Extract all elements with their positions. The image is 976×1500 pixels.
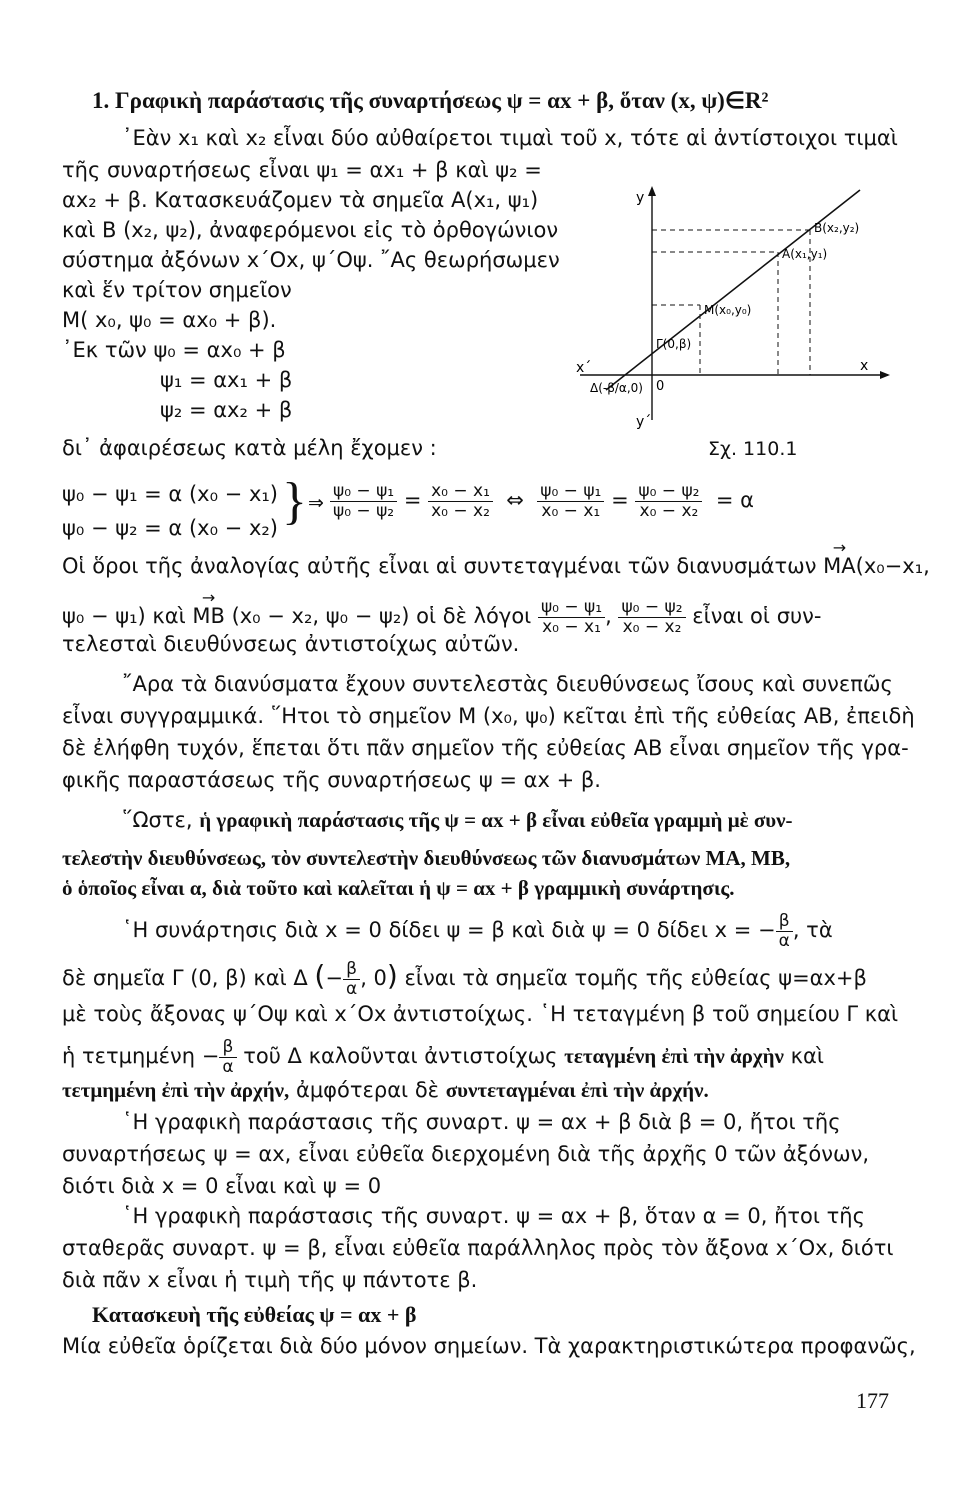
right-brace: } <box>282 473 307 530</box>
beta-over-alpha-1: $\frac{\beta}{\alpha}$ <box>776 912 793 950</box>
equation-1: ψ₀ − ψ₁ = α (x₀ − x₁) <box>62 482 278 506</box>
implies-symbol: ⇒ <box>308 492 324 514</box>
intro-line-1: ᾿Εὰν x₁ καὶ x₂ εἶναι δύο αὐθαίρετοι τιμαὶ τοῦ x, τότε αἱ ἀντίστοιχοι τιμαὶ <box>122 126 898 150</box>
para4-line4: ἡ τετμημένη − $\frac{\beta}{\alpha}$ τοῦ Δ καλοῦνται ἀντιστοίχως τεταγμένη ἐπὶ τὴν ἀρχὴν καὶ <box>62 1037 824 1077</box>
fraction-2: $\frac{\text{x₀ − x₁}}{\text{x₀ − x₂}}$ <box>428 482 493 520</box>
para2-line4: φικῆς παραστάσεως τῆς συναρτήσεως ψ = αx + β. <box>62 768 601 792</box>
para3-line1: ῞Ωστε, ἡ γραφικὴ παράστασις τῆς ψ = αx + β εἶναι εὐθεῖα γραμμὴ μὲ συν- <box>122 808 793 832</box>
intro-line-10: ψ₂ = αx₂ + β <box>160 398 293 422</box>
ratio-fraction-1: $\frac{\text{ψ₀ − ψ₁}}{\text{x₀ − x₁}}$ <box>538 598 605 636</box>
intro-line-4: καὶ Β (x₂, ψ₂), ἀναφερόμενοι εἰς τὸ ὀρθογώνιον <box>62 218 559 242</box>
para5-line1: ῾Η γραφικὴ παράστασις τῆς συναρτ. ψ = αx + β διὰ β = 0, ἤτοι τῆς <box>122 1110 841 1134</box>
fig-label-origin: 0 <box>656 379 665 394</box>
para2-line3: δὲ ἐλήφθη τυχόν, ἕπεται ὅτι πᾶν σημεῖον τῆς εὐθείας ΑΒ εἶναι σημεῖον τῆς γρα- <box>62 736 909 760</box>
para5-line2: συναρτήσεως ψ = αx, εἶναι εὐθεῖα διερχομένη διὰ τῆς ἀρχῆς 0 τῶν ἀξόνων, <box>62 1142 869 1166</box>
intro-line-3: αx₂ + β. Κατασκευάζομεν τὰ σημεῖα Α(x₁, ψ₁) <box>62 188 539 212</box>
para1-line2: ψ₀ − ψ₁) καὶ → MB (x₀ − x₂, ψ₀ − ψ₂) οἱ δὲ λόγοι $\frac{\text{ψ₀ − ψ₁}}{\text{x₀ − x₁}}$ , $\frac{\text{ψ₀ − ψ₂}}{\text{x₀ − x₂}}$ εἶναι οἱ συν- <box>62 598 821 636</box>
para4-line3: μὲ τοὺς ἄξονας ψ΄Oψ καὶ x΄Ox ἀντιστοίχως. ῾Η τεταγμένη β τοῦ σημείου Γ καὶ <box>62 1002 899 1026</box>
equals-2: = <box>611 488 629 513</box>
para4-line2: δὲ σημεῖα Γ (0, β) καὶ Δ (− $\frac{\beta}{\alpha}$ , 0) εἶναι τὰ σημεῖα τομῆς τῆς εὐθείας ψ=αx+β <box>62 959 867 999</box>
intro-line-5: σύστημα ἀξόνων x΄Ox, ψ΄Oψ. ῎Ας θεωρήσωμεν <box>62 248 560 272</box>
para1-line1: Οἱ ὅροι τῆς ἀναλογίας αὐτῆς εἶναι αἱ συντεταγμέναι τῶν διανυσμάτων → MA(x₀−x₁, <box>62 556 930 577</box>
fig-label-y: y <box>636 190 645 206</box>
para6-line3: διὰ πᾶν x εἶναι ἡ τιμὴ τῆς ψ πάντοτε β. <box>62 1268 478 1292</box>
beta-over-alpha-3: $\frac{\beta}{\alpha}$ <box>219 1038 236 1076</box>
fig-label-A: A(x₁,y₁) <box>782 247 828 261</box>
fig-label-x-prime: x΄ <box>576 360 592 376</box>
fig-label-y-prime: y΄ <box>636 414 652 430</box>
section-heading: 1. Γραφικὴ παράστασις τῆς συναρτήσεως ψ = αx + β, ὅταν (x, ψ)∈R² <box>92 88 769 113</box>
fig-label-M: M(x₀,y₀) <box>704 303 752 317</box>
beta-over-alpha-2: $\frac{\beta}{\alpha}$ <box>343 960 360 998</box>
para3-line3: ὁ ὁποῖος εἶναι α, διὰ τοῦτο καὶ καλεῖται ἡ ψ = αx + β γραμμικὴ συνάρτησις. <box>62 876 735 900</box>
fig-label-x: x <box>860 358 869 374</box>
para6-line2: σταθερᾶς συναρτ. ψ = β, εἶναι εὐθεῖα παράλληλος πρὸς τὸν ἄξονα x΄Ox, διότι <box>62 1236 894 1260</box>
vector-MB: → MB <box>192 606 225 627</box>
fraction-3: $\frac{\text{ψ₀ − ψ₁}}{\text{x₀ − x₁}}$ <box>537 482 604 520</box>
vectors-MA-MB: MA, MB, <box>705 846 791 870</box>
equation-2: ψ₀ − ψ₂ = α (x₀ − x₂) <box>62 516 278 540</box>
ratio-fraction-2: $\frac{\text{ψ₀ − ψ₂}}{\text{x₀ − x₂}}$ <box>618 598 685 636</box>
iff-symbol: ⇔ <box>506 488 524 513</box>
para4-line5: τετμημένη ἐπὶ τὴν ἀρχήν, ἀμφότεραι δὲ συντεταγμέναι ἐπὶ τὴν ἀρχήν. <box>62 1078 709 1102</box>
para3-line2: τελεστὴν διευθύνσεως, τὸν συντελεστὴν διευθύνσεως τῶν διανυσμάτων MA, MB, <box>62 846 791 870</box>
intro-line-2: τῆς συναρτήσεως εἶναι ψ₁ = αx₁ + β καὶ ψ₂ = <box>62 158 542 182</box>
vector-MA: → MA <box>823 556 855 577</box>
figure-110-1 <box>560 180 900 470</box>
para1-line3: τελεσταὶ διευθύνσεως ἀντιστοίχως αὐτῶν. <box>62 632 520 656</box>
intro-line-7: Μ( x₀, ψ₀ = αx₀ + β). <box>62 308 277 332</box>
page-number: 177 <box>856 1388 889 1413</box>
fig-label-D: Δ(-β/α,0) <box>590 381 643 395</box>
para2-line1: ῎Αρα τὰ διανύσματα ἔχουν συντελεστὰς διευθύνσεως ἴσους καὶ συνεπῶς <box>122 672 893 696</box>
para5-line3: διότι διὰ x = 0 εἶναι καὶ ψ = 0 <box>62 1174 382 1198</box>
intro-line-6: καὶ ἕν τρίτον σημεῖον <box>62 278 292 302</box>
fig-label-G: Γ(0,β) <box>656 337 692 351</box>
intro-line-11: δι᾿ ἀφαιρέσεως κατὰ μέλη ἔχομεν : <box>62 436 437 460</box>
proportion-row <box>330 482 754 520</box>
subheading: Κατασκευὴ τῆς εὐθείας ψ = αx + β <box>92 1302 417 1327</box>
para2-line2: εἶναι συγγραμμικά. ῞Ητοι τὸ σημεῖον Μ (x₀, ψ₀) κεῖται ἐπὶ τῆς εὐθείας ΑΒ, ἐπειδὴ <box>62 704 915 728</box>
figure-caption: Σχ. 110.1 <box>708 438 798 460</box>
para7-line1: Μία εὐθεῖα ὁρίζεται διὰ δύο μόνον σημείων. Τὰ χαρακτηριστικώτερα προφανῶς, <box>62 1334 916 1358</box>
intro-line-9: ψ₁ = αx₁ + β <box>160 368 293 392</box>
intro-line-8: ᾿Εκ τῶν ψ₀ = αx₀ + β <box>62 338 286 362</box>
fraction-4: $\frac{\text{ψ₀ − ψ₂}}{\text{x₀ − x₂}}$ <box>635 482 702 520</box>
equals-alpha: = α <box>715 488 754 513</box>
fig-label-B: B(x₂,y₂) <box>814 221 860 235</box>
equals-1: = <box>403 488 422 513</box>
fraction-1: $\frac{\text{ψ₀ − ψ₁}}{\text{ψ₀ − ψ₂}}$ <box>330 482 397 520</box>
para6-line1: ῾Η γραφικὴ παράστασις τῆς συναρτ. ψ = αx + β, ὅταν α = 0, ἤτοι τῆς <box>122 1204 865 1228</box>
para4-line1: ῾Η συνάρτησις διὰ x = 0 δίδει ψ = β καὶ διὰ ψ = 0 δίδει x = − $\frac{\beta}{\alpha}$ , τὰ <box>122 911 833 951</box>
